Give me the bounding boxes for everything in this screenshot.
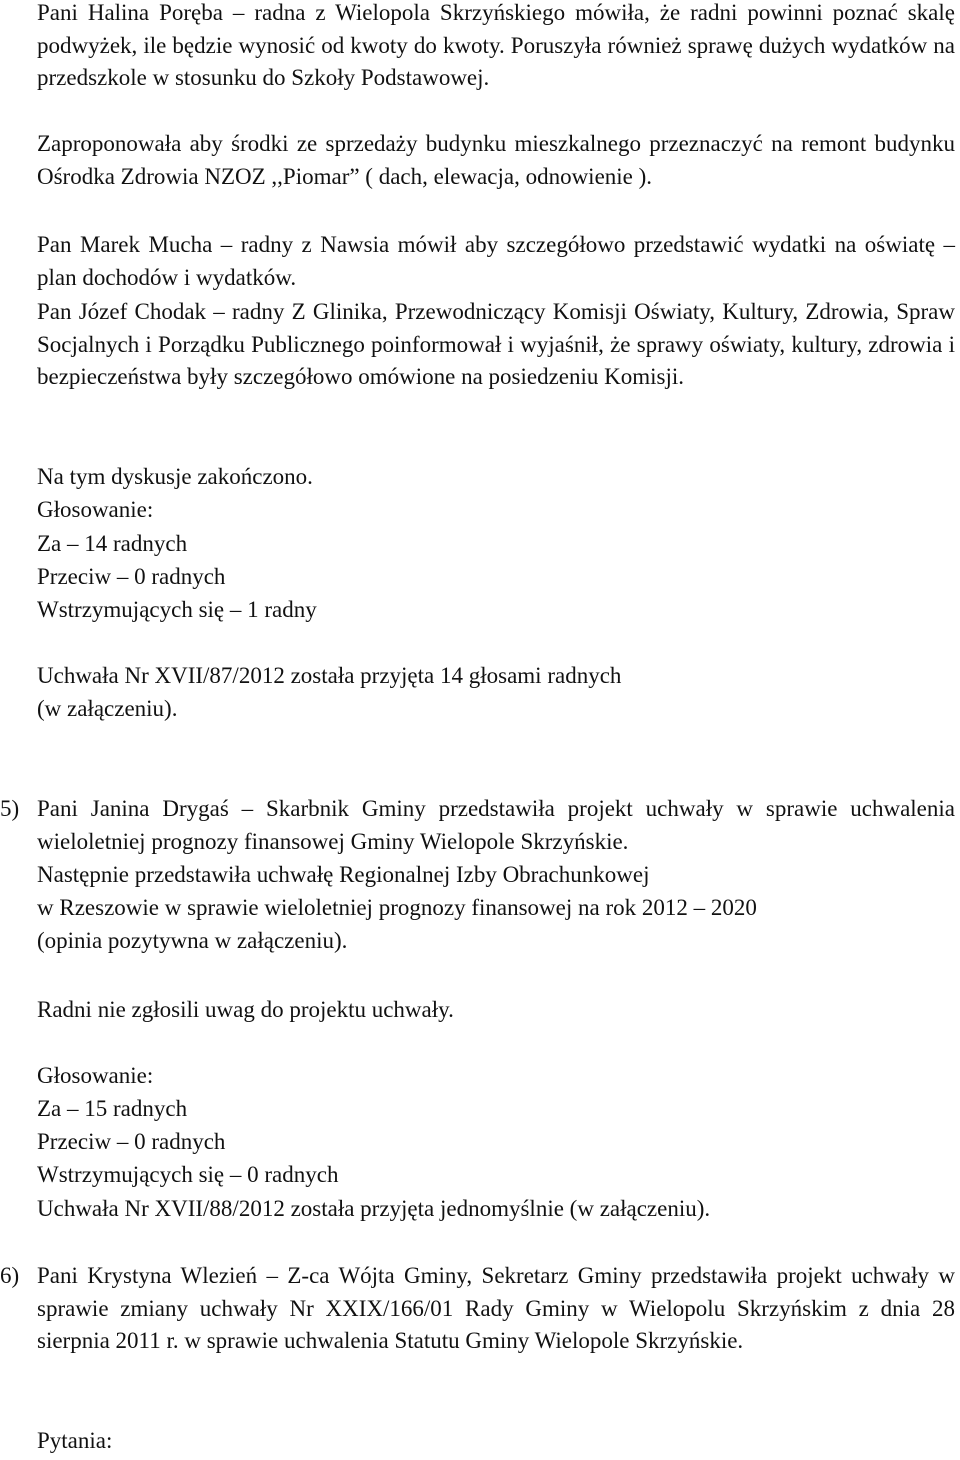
paragraph-jozef-chodak: Pan Józef Chodak – radny Z Glinika, Przewodniczący Komisji Oświaty, Kultury, Zdrowia, Spraw Socjalnych i Porządku Publicznego poinformował i wyjaśnił, że sprawy oświaty, kultury, zdrowia i bezpieczeństwa były szczegółowo omówione na posiedzeniu Komisji. [37,299,955,390]
vote2-for: Za – 15 radnych [37,1096,188,1121]
paragraph-proposal: Zaproponowała aby środki ze sprzedaży budynku mieszkalnego przeznaczyć na remont budynku Ośrodka Zdrowia NZOZ ,,Piomar” ( dach, elewacja, odnowienie ). [37,131,955,189]
no-remarks: Radni nie zgłosili uwag do projektu uchwały. [37,997,454,1022]
vote1-for: Za – 14 radnych [37,531,188,556]
vote1-against: Przeciw – 0 radnych [37,564,226,589]
paragraph-halina-poreba: Pani Halina Poręba – radna z Wielopola Skrzyńskiego mówiła, że radni powinni poznać skalę podwyżek, ile będzie wynosić od kwoty do kwoty. Poruszyła również sprawę dużych wydatków na przedszkole w stosunku do Szkoły Podstawowej. [37,0,955,91]
resolution1-line1: Uchwała Nr XVII/87/2012 została przyjęta 14 głosami radnych [37,663,622,688]
paragraph-marek-mucha: Pan Marek Mucha – radny z Nawsia mówił aby szczegółowo przedstawić wydatki na oświatę – plan dochodów i wydatków. [37,232,955,290]
vote1-abstain: Wstrzymujących się – 1 radny [37,597,317,622]
agenda-item-5-line5: (opinia pozytywna w załączeniu). [37,928,348,953]
discussion-closed: Na tym dyskusje zakończono. [37,464,313,489]
resolution1-line2: (w załączeniu). [37,696,178,721]
questions-heading: Pytania: [37,1428,113,1453]
agenda-item-number: 6) [0,1263,20,1288]
agenda-item-5 [0,793,955,973]
agenda-item-5-line4: w Rzeszowie w sprawie wieloletniej prognozy finansowej na rok 2012 – 2020 [37,895,757,920]
vote2-abstain: Wstrzymujących się – 0 radnych [37,1162,339,1187]
vote1-heading: Głosowanie: [37,497,154,522]
vote2-heading: Głosowanie: [37,1063,154,1088]
agenda-item-6-text: Pani Krystyna Wlezień – Z-ca Wójta Gminy, Sekretarz Gminy przedstawiła projekt uchwały w sprawie zmiany uchwały Nr XXIX/166/01 Rady Gminy w Wielopolu Skrzyńskim z dnia 28 sierpnia 2011 r. w sprawie uchwalenia Statutu Gminy Wielopole Skrzyńskie. [37,1263,955,1354]
agenda-item-5-line3: Następnie przedstawiła uchwałę Regionalnej Izby Obrachunkowej [37,862,650,887]
resolution2: Uchwała Nr XVII/88/2012 została przyjęta jednomyślnie (w załączeniu). [37,1196,711,1221]
vote2-against: Przeciw – 0 radnych [37,1129,226,1154]
agenda-item-6 [0,1260,955,1392]
agenda-item-number: 5) [0,796,20,821]
agenda-item-5-text: Pani Janina Drygaś – Skarbnik Gminy przedstawiła projekt uchwały w sprawie uchwalenia wieloletniej prognozy finansowej Gminy Wielopole Skrzyńskie. [37,796,955,854]
